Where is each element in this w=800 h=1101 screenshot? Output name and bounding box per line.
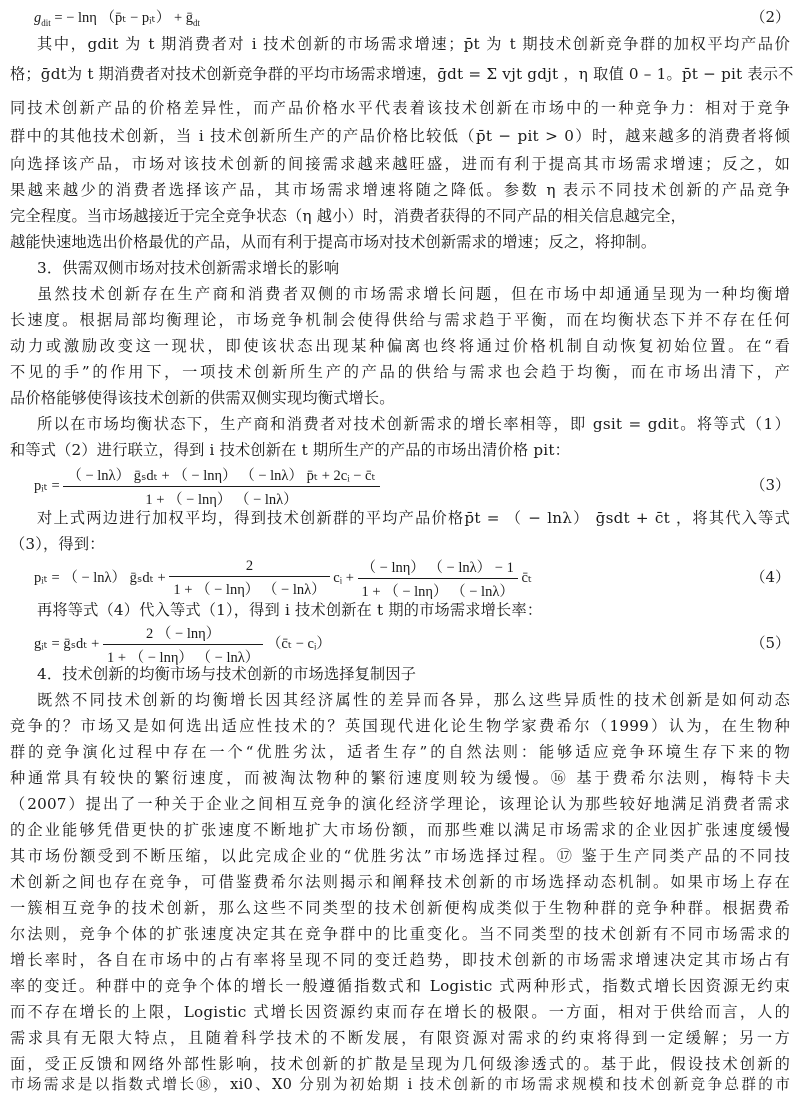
- para6-line-16: 市场需求是以指数式增长⑱，xi0、X0 分别为初始期 i 技术创新的市场需求规模和技术创新竞争总群的市: [10, 1076, 790, 1093]
- para2-line-4: 不见的手”的作用下，一项技术创新所生产的产品的供给与需求也会趋于均衡，而在市场出清下，产: [10, 363, 790, 381]
- para1-line-8: 越能快速地选出价格最优的产品，从而有利于提高市场对技术创新需求的增速；反之，将抑制。: [10, 233, 657, 251]
- para3-line-1: 所以在市场均衡状态下，生产商和消费者对技术创新需求的增长率相等，即 gsit = gdit。将等式（1）: [37, 415, 790, 433]
- equation-5: [34, 622, 790, 667]
- para6-line-5: （2007）提出了一种关于企业之间相互竞争的演化经济学理论，该理论认为那些较好地满足消费者需求: [10, 795, 790, 813]
- para1-line-1: 其中，gdit 为 t 期消费者对 i 技术创新的市场需求增速；p̄t 为 t 期技术创新竞争群的加权平均产品价: [37, 35, 790, 53]
- para6-line-1: 既然不同技术创新的均衡增长因其经济属性的差异而各异，那么这些异质性的技术创新是如何动态: [37, 691, 790, 709]
- para6-line-9: 一簇相互竞争的技术创新，那么这些不同类型的技术创新便构成类似于生物种群的竞争种群。根据费希: [10, 899, 790, 917]
- para2-line-5: 品价格能够使得该技术创新的供需双侧实现均衡式增长。: [10, 389, 395, 407]
- para1-line-2: 格；ḡdt为 t 期消费者对技术创新竞争群的平均市场需求增速，ḡdt = Σ vjt gdjt ，η 取值 0 – 1。p̄t − pit 表示不: [10, 65, 794, 83]
- eq3-lhs: pᵢₜ =: [34, 477, 60, 494]
- para6-line-2: 竞争的？市场又是如何选出适应性技术的？英国现代进化论生物学家费希尔（1999）认为，在生物种: [10, 717, 790, 735]
- eq5-numerator: 2 （ − lnη）: [103, 622, 263, 645]
- eq2-lhs: g: [34, 10, 42, 26]
- para6-line-15: 面，受正反馈和网络外部性影响，技术创新的扩散是呈现为几何级渗透式的。基于此，假设技术创新的: [10, 1055, 790, 1073]
- eq4-frac1-numerator: 2: [169, 558, 329, 577]
- para6-line-8: 术创新之间也存在竞争，可借鉴费希尔法则揭示和阐释技术创新的市场选择动态机制。如果市场上存在: [10, 873, 790, 891]
- para6-line-12: 率的变迁。种群中的竞争个体的增长一般遵循指数式和 Logistic 式两种形式，指数式增长因资源无约束: [10, 977, 790, 995]
- eq4-frac2-numerator: （ − lnη） （ − lnλ） − 1: [358, 556, 518, 579]
- eq4-frac1-denominator: 1 + （ − lnη） （ − lnλ）: [173, 582, 326, 598]
- para4-line-1: 对上式两边进行加权平均，得到技术创新群的平均产品价格p̄t = （ − lnλ） ḡsdt + c̄t ，将其代入等式: [37, 509, 790, 527]
- para6-line-6: 的企业能够凭借更快的扩张速度不断地扩大市场份额，而那些难以满足市场需求的企业因扩张速度缓慢: [10, 821, 790, 839]
- equation-3: [34, 464, 790, 509]
- para6-line-10: 尔法则，竞争个体的扩张速度决定其在竞争群中的比重变化。当不同类型的技术创新有不同市场需求的: [10, 925, 790, 943]
- para5-line-1: 再将等式（4）代入等式（1），得到 i 技术创新在 t 期的市场需求增长率：: [37, 601, 543, 619]
- section-3-heading: 3．供需双侧市场对技术创新需求增长的影响: [37, 259, 340, 277]
- eq3-fraction: [63, 464, 379, 509]
- eq4-lhs: pᵢₜ = （ − lnλ） ḡₛdₜ +: [34, 569, 166, 586]
- para6-line-14: 需求具有无限大特点，且随着科学技术的不断发展，有限资源对需求的约束将得到一定缓解；另一方: [10, 1029, 790, 1047]
- para4-line-2: （3），得到：: [10, 535, 105, 553]
- eq5-denominator: 1 + （ − lnη） （ − lnλ）: [106, 650, 260, 666]
- eq5-lhs: gᵢₜ = ḡₛdₜ +: [34, 635, 100, 652]
- eq4-fraction-1: [169, 558, 329, 599]
- para6-line-7: 其市场份额受到不断压缩，以此完成企业的“优胜劣汰”市场选择过程。⑰ 鉴于生产同类产品的不同技: [10, 847, 790, 865]
- para6-line-3: 群的竞争演化过程中存在一个“优胜劣汰，适者生存”的自然法则：能够适应竞争环境生存下来的物: [10, 743, 790, 761]
- para1-line-6: 果越来越少的消费者选择该产品，其市场需求增速将随之降低。参数 η 表示不同技术创新的产品竞争: [10, 181, 790, 199]
- para1-line-7: 完全程度。当市场越接近于完全竞争状态（η 越小）时，消费者获得的不同产品的相关信息越完全，: [10, 207, 686, 225]
- eq4-fraction-2: [358, 556, 518, 601]
- eq3-denominator: 1 + （ − lnη） （ − lnλ）: [145, 492, 298, 508]
- para2-line-1: 虽然技术创新存在生产商和消费者双侧的市场需求增长问题，但在市场中却通通呈现为一种均衡增: [37, 285, 790, 303]
- eq5-fraction: [103, 622, 263, 667]
- equation-5-number: （5）: [750, 634, 790, 652]
- eq3-numerator: （ − lnλ） ḡₛdₜ + （ − lnη） （ − lnλ） p̄ₜ + 2cᵢ − c̄ₜ: [63, 464, 379, 487]
- para6-line-13: 而不存在增长的上限，Logistic 式增长因资源约束而存在增长的极限。一方面，相对于供给而言，人的: [10, 1003, 790, 1021]
- para6-line-4: 种通常具有较快的繁衍速度，而被淘汰物种的繁衍速度则较为缓慢。⑯ 基于费希尔法则，梅特卡夫: [10, 769, 790, 787]
- para1-line-3: 同技术创新产品的价格差异性，而产品价格水平代表着该技术创新在市场中的一种竞争力：相对于竞争: [10, 99, 790, 117]
- section-4-heading: 4．技术创新的均衡市场与技术创新的市场选择复制因子: [37, 665, 417, 683]
- para1-line-4: 群中的其他技术创新，当 i 技术创新所生产的产品价格比较低（p̄t − pit > 0）时，越来越多的消费者将倾: [10, 127, 790, 145]
- para2-line-3: 动力或激励改变这一现状，即使该状态出现某种偏离也终将通过价格机制自动恢复初始位置。在“看: [10, 337, 790, 355]
- equation-2-number: （2）: [750, 8, 790, 26]
- equation-3-number: （3）: [750, 476, 790, 494]
- eq5-tail: （c̄ₜ − cᵢ）: [266, 635, 331, 652]
- eq4-frac2-denominator: 1 + （ − lnη） （ − lnλ）: [361, 584, 514, 600]
- para2-line-2: 长速度。根据局部均衡理论，市场竞争机制会使得供给与需求趋于平衡，而在均衡状态下并不存在任何: [10, 311, 790, 329]
- equation-4-number: （4）: [750, 568, 790, 586]
- eq4-tail: c̄ₜ: [521, 569, 533, 586]
- para3-line-2: 和等式（2）进行联立，得到 i 技术创新在 t 期所生产的产品的市场出清价格 pit：: [10, 441, 571, 459]
- eq2-rhs: = − lnη （p̄ₜ − pᵢₜ） + ḡ: [54, 10, 194, 26]
- eq4-mid: cᵢ +: [333, 569, 354, 586]
- para6-line-11: 增长率时，各自在市场中的占有率将呈现不同的变迁趋势，即技术创新的市场需求增速决定其市场占有: [10, 951, 790, 969]
- equation-2: $g_{dit}$ = − lnη （p̄ₜ − pᵢₜ） + ḡ$_{dt}$: [34, 10, 201, 28]
- equation-4: [34, 556, 790, 601]
- para1-line-5: 向选择该产品，市场对该技术创新的间接需求越来越旺盛，进而有利于提高其市场需求增速；反之，如: [10, 155, 790, 173]
